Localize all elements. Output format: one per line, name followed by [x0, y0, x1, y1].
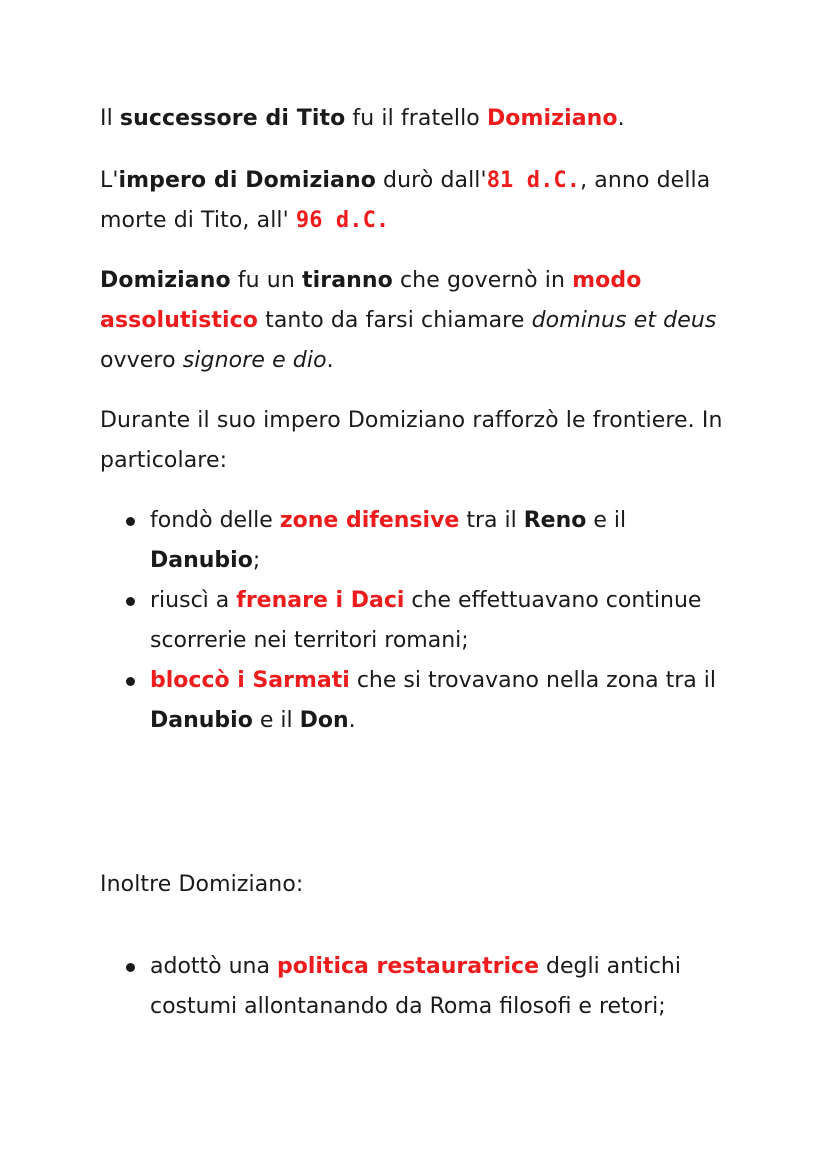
text: Il	[100, 106, 120, 131]
text: durò dall'	[375, 168, 487, 193]
paragraph-tyrant	[100, 261, 760, 381]
highlight-text: frenare i Daci	[236, 588, 405, 613]
list-item	[100, 581, 740, 661]
bold-text: Domiziano	[100, 268, 231, 293]
text: ;	[252, 548, 261, 573]
text: L'	[100, 168, 119, 193]
text: ovvero	[100, 348, 183, 373]
paragraph-reign-dates	[100, 161, 760, 241]
text: tra il	[459, 508, 524, 533]
bold-text: Don	[299, 708, 349, 733]
bullet-icon	[126, 963, 135, 972]
paragraph-frontiers	[100, 401, 760, 481]
list-item	[100, 501, 740, 581]
text: fu il fratello	[345, 106, 487, 131]
italic-text: dominus et deus	[531, 308, 717, 333]
text: Durante il suo impero Domiziano rafforzò le frontiere. In particolare:	[100, 408, 723, 473]
highlight-text: zone difensive	[279, 508, 460, 533]
text: e il	[586, 508, 627, 533]
text: adottò una	[150, 954, 277, 979]
highlight-date: 96 d.C.	[295, 208, 390, 233]
text: che si trovavano nella zona tra il	[349, 668, 716, 693]
paragraph-moreover	[100, 865, 760, 905]
bold-text: impero di Domiziano	[118, 168, 376, 193]
text: e il	[252, 708, 300, 733]
highlight-text: Domiziano	[486, 106, 618, 131]
highlight-text: modo assolutistico	[100, 268, 642, 333]
bold-text: tiranno	[301, 268, 393, 293]
text: fu un	[230, 268, 302, 293]
list-item	[100, 661, 740, 741]
text: Inoltre Domiziano:	[100, 872, 304, 897]
text: degli antichi costumi allontanando da Roma filosofi e retori;	[150, 954, 681, 1019]
italic-text: signore e dio	[182, 348, 327, 373]
bold-text: Reno	[523, 508, 587, 533]
text: che governò in	[392, 268, 573, 293]
text: fondò delle	[150, 508, 280, 533]
bold-text: Danubio	[150, 708, 253, 733]
list-item	[100, 947, 740, 1027]
text: che effettuavano continue scorrerie nei territori romani;	[150, 588, 702, 653]
bold-text: successore di Tito	[119, 106, 346, 131]
bullet-icon	[126, 597, 135, 606]
text: , anno della morte di Tito, all'	[100, 168, 711, 233]
bullet-icon	[126, 677, 135, 686]
text: .	[326, 348, 334, 373]
highlight-text: bloccò i Sarmati	[150, 668, 350, 693]
highlight-text: politica restauratrice	[276, 954, 539, 979]
paragraph-successor	[100, 99, 760, 139]
text: riuscì a	[150, 588, 237, 613]
bold-text: Danubio	[150, 548, 253, 573]
bullet-list-frontiers	[100, 501, 740, 741]
bullet-icon	[126, 517, 135, 526]
highlight-date: 81 d.C.	[486, 168, 581, 193]
bullet-list-policies	[100, 947, 740, 1027]
text: tanto da farsi chiamare	[258, 308, 532, 333]
text: .	[348, 708, 356, 733]
text: .	[617, 106, 625, 131]
